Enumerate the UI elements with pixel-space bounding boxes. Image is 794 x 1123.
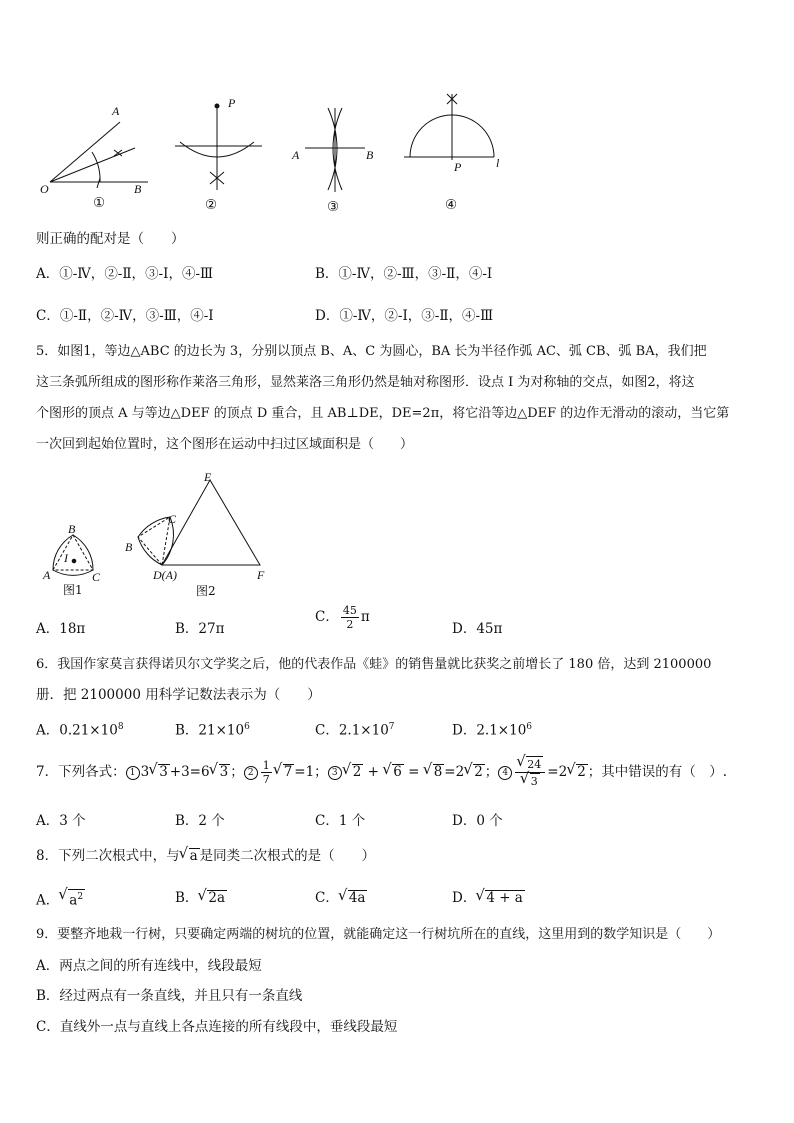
q6-c-exp: 7 [388, 722, 395, 732]
fig3-caption: ③ [327, 199, 340, 215]
q7-e4-den [515, 773, 545, 789]
fig3-label-a: A [292, 148, 300, 162]
q7-option-a[interactable]: A．3 个 [36, 813, 86, 829]
q7-e3-sqrt2: √ 6 [392, 764, 404, 780]
q7-item1-marker: 1 [126, 766, 140, 780]
q4-b-4: ④-Ⅰ [468, 266, 493, 282]
q6-a-exp: 8 [117, 722, 124, 732]
q6-option-c[interactable] [315, 718, 395, 740]
q5-fig1-label-c: C [92, 570, 101, 584]
q6-option-b[interactable] [175, 718, 250, 740]
q4-option-b-letter: B． [315, 266, 339, 282]
q7-tail: ；其中错误的有（ ）. [587, 764, 728, 780]
q8-c-letter: C． [315, 890, 339, 906]
q7-e2-sqrt: √ 7 [283, 764, 295, 780]
q4-option-d[interactable] [315, 307, 493, 325]
q9-option-a[interactable]: A．两点之间的所有连线中，线段最短 [36, 958, 262, 974]
fig4-label-p: P [454, 160, 462, 174]
q5-option-c-letter: C． [315, 609, 339, 625]
q8-d-letter: D． [452, 890, 477, 906]
fig1-caption: ① [93, 195, 106, 211]
q9-option-b[interactable]: B．经过两点有一条直线，并且只有一条直线 [36, 988, 303, 1004]
q7-sep3: ； [484, 764, 499, 780]
q4-a-1: ①-Ⅳ， [59, 266, 105, 282]
q4-prompt: 则正确的配对是（ ） [36, 231, 185, 247]
q4-b-3: ③-Ⅱ， [428, 266, 469, 282]
q4-option-c-letter: C． [36, 308, 60, 324]
q5-line-2: 这三条弧所组成的图形称作莱洛三角形，显然莱洛三角形仍然是轴对称图形．设点 I 为对称轴的交点，如图2，将这 [36, 375, 695, 390]
q7-option-c[interactable]: C．1 个 [315, 813, 366, 829]
q4-a-2: ②-Ⅱ， [104, 266, 146, 282]
q4-option-b[interactable] [315, 265, 492, 283]
q4-d-4: ④-Ⅲ [462, 308, 494, 324]
reuleaux-figure-1 [53, 535, 93, 575]
figure-4-perpendicular-from-point [404, 94, 494, 160]
q6-line-2: 册．把 2100000 用科学记数法表示为（ ） [36, 687, 321, 703]
q8-b-sqrt: √ 2a [207, 890, 227, 906]
q7-e2-tail: =1； [294, 764, 328, 780]
q4-c-3: ③-Ⅲ， [145, 308, 191, 324]
fig4-label-l: l [496, 156, 500, 170]
q7-e1-sqrt1: √ 3 [158, 764, 170, 780]
q4-c-2: ②-Ⅳ， [100, 308, 146, 324]
q5-fig2-label-e: E [204, 470, 212, 484]
q4-d-1: ①-Ⅳ， [339, 308, 385, 324]
figure-3-perpendicular-bisector [305, 108, 365, 192]
q8-a-letter: A． [36, 892, 60, 909]
q8-c-sqrt: √ 4a [348, 890, 368, 906]
q7-item2-marker: 2 [244, 766, 258, 780]
q4-c-4: ④-Ⅰ [190, 308, 214, 324]
q4-b-2: ②-Ⅲ， [383, 266, 429, 282]
fig4-caption: ④ [445, 197, 458, 213]
q7-e4-num-sqrt: √ 24 [526, 756, 543, 772]
q5-fig1-label-i: I [64, 551, 68, 565]
q4-d-2: ②-Ⅰ， [384, 308, 422, 324]
q5-fig2-label-b: B [125, 540, 133, 554]
fig2-caption: ② [205, 197, 218, 213]
q7-e3-plus: + [363, 764, 384, 780]
q8-option-a[interactable] [36, 889, 85, 910]
q8-a-exp: 2 [77, 892, 84, 902]
q5-fig2-label-c: C [168, 512, 177, 526]
q7-e3-eq2: =2 [444, 764, 465, 780]
q4-b-1: ①-Ⅳ， [338, 266, 384, 282]
q5-option-c-fraction [341, 604, 359, 631]
q5-c-den: 2 [346, 618, 354, 631]
q8-option-c[interactable] [315, 889, 367, 907]
q5-c-pi: π [360, 609, 370, 625]
q6-b-text: B．21×10 [175, 722, 245, 739]
q6-b-exp: 6 [244, 722, 250, 732]
q5-c-num: 45 [342, 604, 357, 617]
q5-fig1-caption: 图1 [63, 583, 83, 597]
q7-sep1: ； [230, 764, 244, 780]
fig3-label-b: B [366, 148, 374, 162]
reuleaux-figure-2 [138, 480, 260, 565]
q5-line-3: 个图形的顶点 A 与等边△DEF 的顶点 D 重合，且 AB⊥DE，DE=2π，将它沿等边△DEF 的边作无滑动的滚动，当它第 [36, 406, 730, 421]
q6-d-text: D．2.1×10 [452, 722, 527, 739]
q7-e4-sqrt: √ 2 [576, 764, 588, 780]
q7-option-b[interactable]: B．2 个 [175, 813, 225, 829]
q4-a-4: ④-Ⅲ [181, 266, 214, 282]
q9-option-c[interactable]: C．直线外一点与直线上各点连接的所有线段中，垂线段最短 [36, 1019, 398, 1035]
q4-a-3: ③-Ⅰ， [145, 266, 182, 282]
q5-option-c[interactable] [315, 604, 370, 631]
q6-d-exp: 6 [526, 722, 533, 732]
q9-stem: 9．要整齐地栽一行树，只要确定两端的树坑的位置，就能确定这一行树坑所在的直线，这里用到的数学知识是（ ） [36, 927, 721, 942]
q5-line-4: 一次回到起始位置时，这个图形在运动中扫过区域面积是（ ） [36, 437, 414, 452]
q5-option-b[interactable]: B．27π [175, 621, 225, 637]
q8-a-sqrt [68, 889, 85, 909]
q7-e1-b: +3=6 [169, 764, 210, 780]
q7-e4-den-sqrt: √ 3 [530, 773, 540, 789]
figure-2-perpendicular [175, 104, 262, 190]
figure-1-angle-bisector [50, 122, 148, 188]
q7-stem [36, 756, 727, 789]
q4-option-d-letter: D． [315, 308, 340, 324]
q7-e2-fraction [261, 759, 272, 786]
q7-e4-fraction [515, 756, 545, 789]
q7-option-d[interactable]: D．0 个 [452, 813, 503, 829]
fig2-label-p: P [228, 96, 236, 110]
q8-a-base: a [69, 892, 78, 909]
q7-e3-sqrt1: √ 2 [352, 764, 364, 780]
q4-option-c[interactable] [36, 307, 214, 325]
q5-fig1-label-a: A [43, 568, 51, 582]
q8-option-b[interactable] [175, 889, 227, 907]
q5-fig2-caption: 图2 [196, 584, 216, 598]
q4-option-a-letter: A． [36, 266, 60, 282]
q5-fig2-label-da: D(A) [153, 568, 177, 582]
q7-e3-sqrt3: √ 8 [433, 764, 445, 780]
q5-option-d[interactable]: D．45π [452, 621, 503, 637]
q7-item4-marker: 4 [498, 766, 512, 780]
q7-intro: 7．下列各式： [36, 764, 126, 780]
q6-option-d[interactable] [452, 718, 532, 740]
fig1-label-b: B [134, 182, 142, 196]
q7-item3-marker: 3 [328, 766, 342, 780]
q7-e4-eq: =2 [547, 764, 568, 780]
fig1-label-o: O [40, 182, 49, 196]
q6-line-1: 6．我国作家莫言获得诺贝尔文学奖之后，他的代表作品《蛙》的销售量就比获奖之前增长了 180 倍，达到 2100000 [36, 657, 712, 672]
q6-a-text: A．0.21×10 [36, 722, 118, 739]
q8-b-letter: B． [175, 890, 199, 906]
q8-sqrt-a: √ a [189, 848, 200, 864]
q7-e3-sqrt4: √ 2 [473, 764, 485, 780]
q8-post: 是同类二次根式的是（ ） [199, 848, 376, 864]
q5-line-1: 5．如图1，等边△ABC 的边长为 3，分别以顶点 B、A、C 为圆心，BA 长为半径作弧 AC、弧 CB、弧 BA，我们把 [36, 344, 707, 359]
q5-fig1-label-b: B [68, 522, 76, 536]
q5-option-a[interactable]: A．18π [36, 621, 86, 637]
q7-e1-sqrt2: √ 3 [219, 764, 231, 780]
q8-stem [36, 847, 375, 865]
q7-e2-den: 7 [262, 773, 270, 786]
q4-c-1: ①-Ⅱ， [59, 308, 101, 324]
q8-d-sqrt: √ 4 + a [485, 890, 525, 906]
q5-fig2-label-f: F [257, 568, 265, 582]
q8-pre: 8．下列二次根式中，与 [36, 848, 180, 864]
q6-option-a[interactable] [36, 718, 124, 740]
fig1-label-a: A [112, 104, 120, 118]
q4-d-3: ③-Ⅱ， [421, 308, 463, 324]
q6-c-text: C．2.1×10 [315, 722, 389, 739]
q7-e2-num: 1 [262, 759, 270, 772]
q7-e3-eq: = [403, 764, 424, 780]
q4-option-a[interactable] [36, 265, 213, 283]
q8-option-d[interactable] [452, 889, 525, 907]
q7-e1-a: 3 [140, 764, 150, 780]
